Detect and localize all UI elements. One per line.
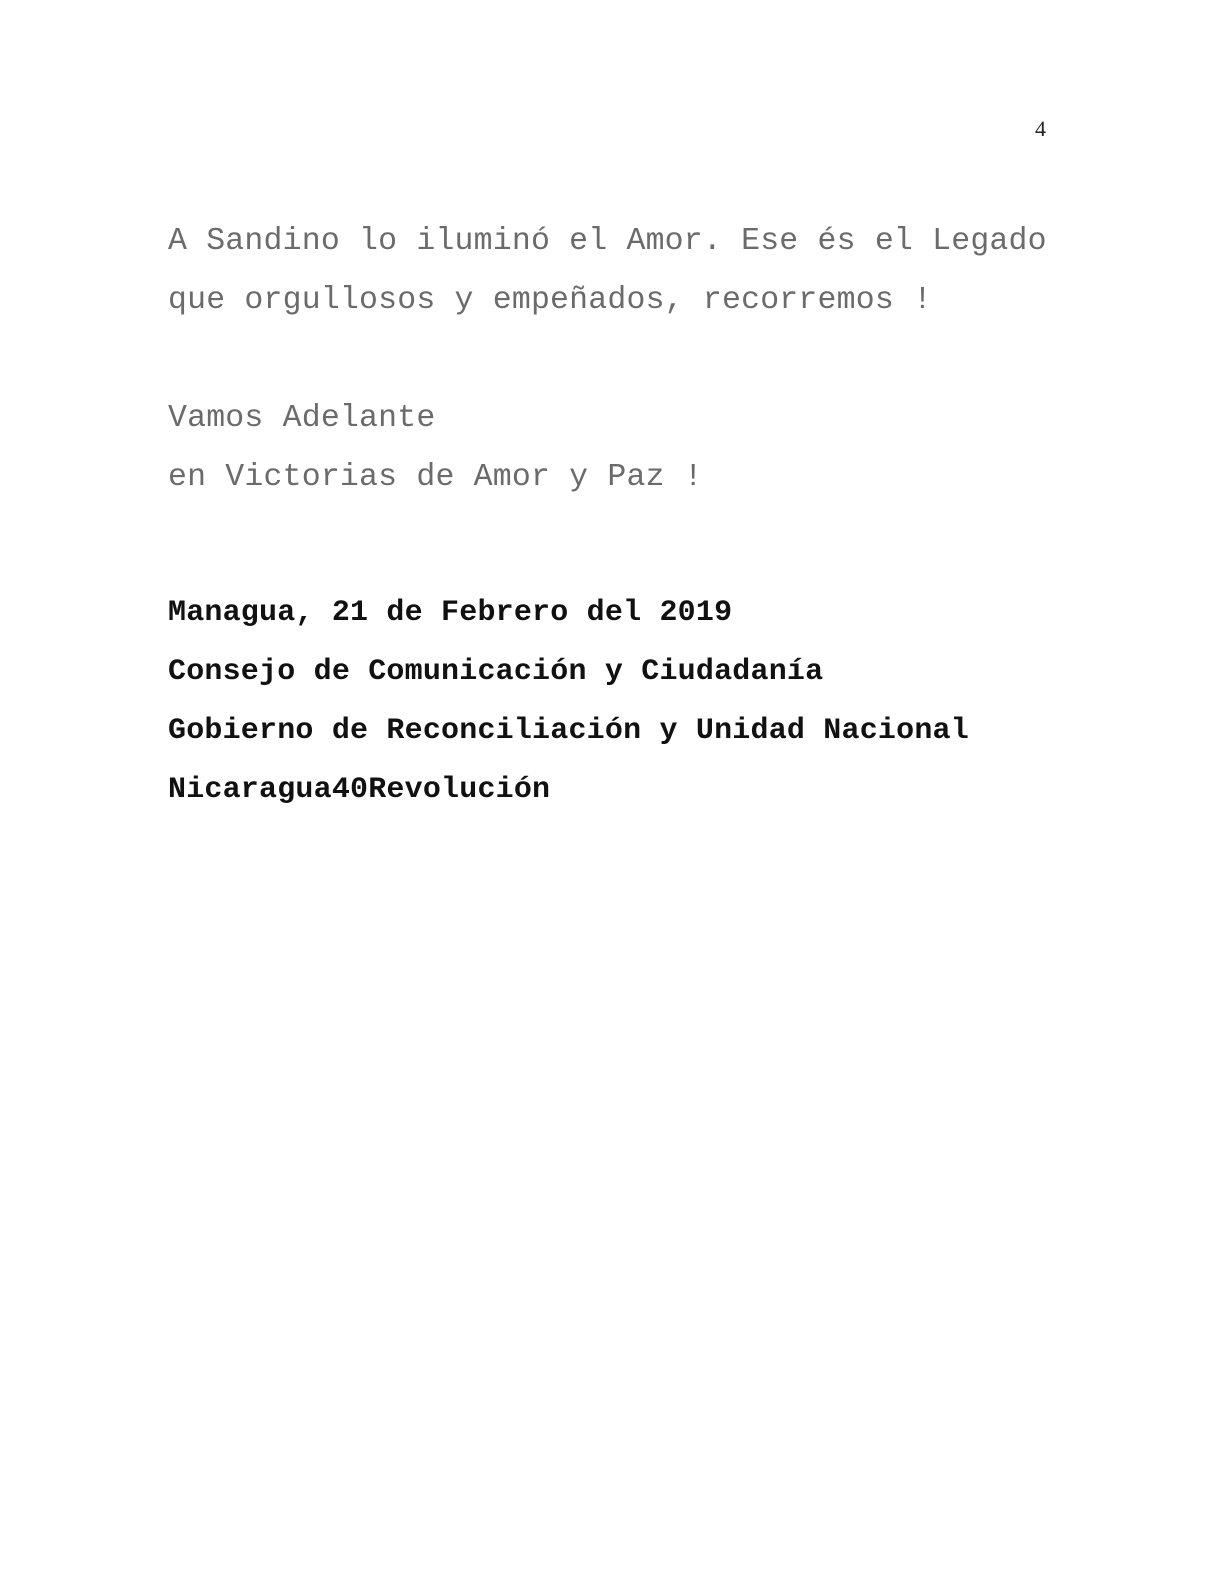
signature-government: Gobierno de Reconciliación y Unidad Nacional bbox=[168, 714, 969, 748]
closing-line: en Victorias de Amor y Paz ! bbox=[168, 460, 703, 495]
page-number: 4 bbox=[1035, 116, 1046, 141]
closing-line: Vamos Adelante bbox=[168, 401, 436, 436]
signature-place-date: Managua, 21 de Febrero del 2019 bbox=[168, 596, 733, 630]
message-line: que orgullosos y empeñados, recorremos ! bbox=[168, 283, 933, 318]
signature-hashtag: Nicaragua40Revolución bbox=[168, 773, 551, 807]
signature-council: Consejo de Comunicación y Ciudadanía bbox=[168, 655, 824, 689]
message-line: A Sandino lo iluminó el Amor. Ese és el Legado bbox=[168, 224, 1047, 259]
